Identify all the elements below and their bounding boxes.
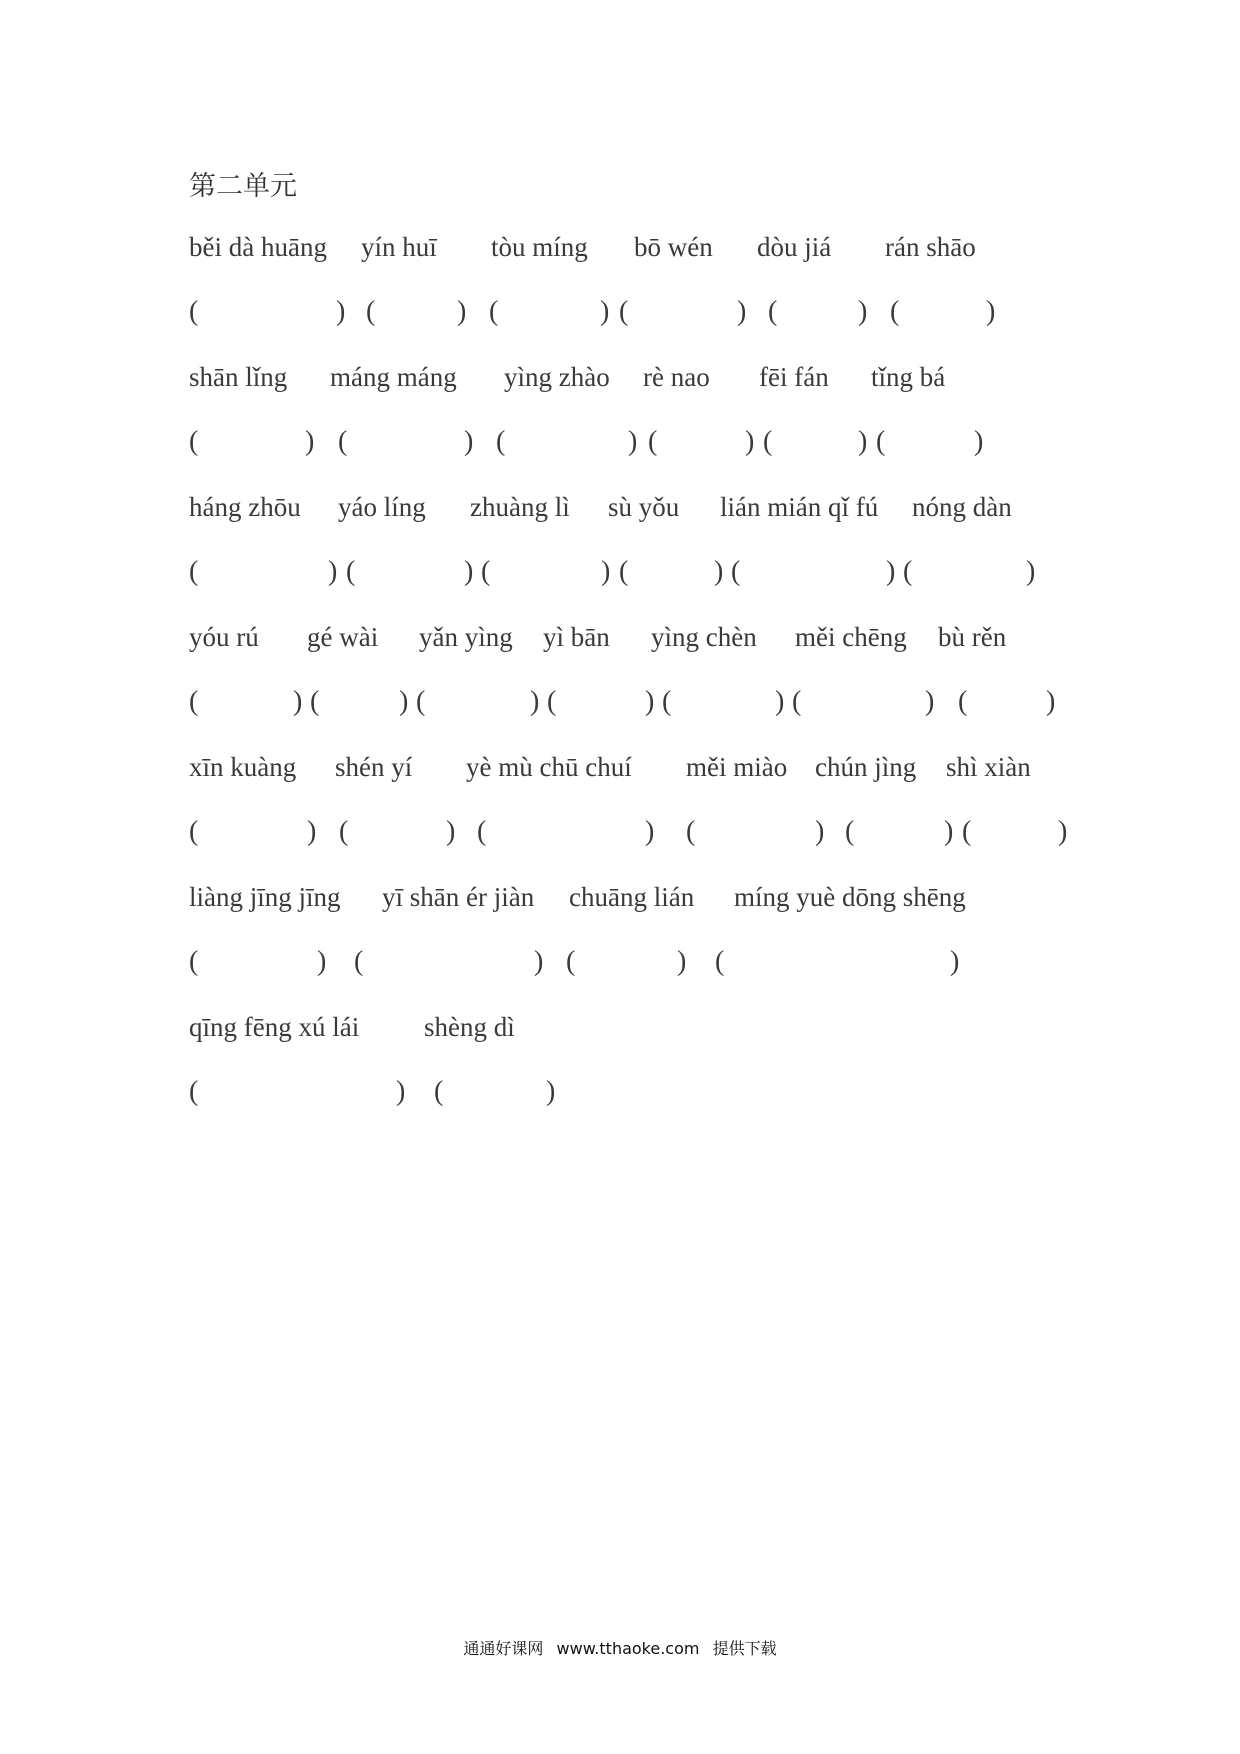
open-paren: ( <box>731 556 741 587</box>
open-paren: ( <box>903 556 913 587</box>
close-paren: ) <box>464 426 474 457</box>
close-paren: ) <box>328 556 338 587</box>
close-paren: ) <box>317 946 327 977</box>
pinyin-word: tǐng bá <box>871 362 946 392</box>
open-paren: ( <box>416 686 426 717</box>
close-paren: ) <box>858 296 868 327</box>
close-paren: ) <box>293 686 303 717</box>
close-paren: ) <box>986 296 996 327</box>
pinyin-word: chuāng lián <box>569 882 695 912</box>
open-paren: ( <box>619 556 629 587</box>
close-paren: ) <box>307 816 317 847</box>
close-paren: ) <box>396 1076 406 1107</box>
pinyin-word: bù rěn <box>938 622 1007 652</box>
open-paren: ( <box>547 686 557 717</box>
open-paren: ( <box>792 686 802 717</box>
pinyin-row <box>189 232 1089 272</box>
answer-blanks-row <box>0 426 1240 466</box>
pinyin-word: míng yuè dōng shēng <box>734 882 966 912</box>
open-paren: ( <box>354 946 364 977</box>
pinyin-word: yìng zhào <box>504 362 610 392</box>
close-paren: ) <box>546 1076 556 1107</box>
close-paren: ) <box>950 946 960 977</box>
open-paren: ( <box>958 686 968 717</box>
close-paren: ) <box>886 556 896 587</box>
close-paren: ) <box>1058 816 1068 847</box>
close-paren: ) <box>464 556 474 587</box>
answer-blanks-row <box>0 816 1240 856</box>
pinyin-word: yóu rú <box>189 622 259 652</box>
open-paren: ( <box>189 946 199 977</box>
pinyin-word: zhuàng lì <box>470 492 570 522</box>
open-paren: ( <box>489 296 499 327</box>
footer-site-name: 通通好课网 <box>463 1639 544 1658</box>
answer-blanks-row <box>0 556 1240 596</box>
close-paren: ) <box>677 946 687 977</box>
close-paren: ) <box>305 426 315 457</box>
open-paren: ( <box>366 296 376 327</box>
close-paren: ) <box>601 556 611 587</box>
close-paren: ) <box>925 686 935 717</box>
pinyin-word: máng máng <box>330 362 457 392</box>
open-paren: ( <box>763 426 773 457</box>
pinyin-word: chún jìng <box>815 752 917 782</box>
pinyin-word: shén yí <box>335 752 413 782</box>
open-paren: ( <box>619 296 629 327</box>
open-paren: ( <box>845 816 855 847</box>
close-paren: ) <box>628 426 638 457</box>
pinyin-row <box>189 752 1089 792</box>
close-paren: ) <box>645 686 655 717</box>
pinyin-row <box>189 1012 1089 1052</box>
pinyin-word: shì xiàn <box>946 752 1031 782</box>
pinyin-word: liàng jīng jīng <box>189 882 341 912</box>
open-paren: ( <box>496 426 506 457</box>
pinyin-word: měi miào <box>686 752 788 782</box>
pinyin-word: měi chēng <box>795 622 907 652</box>
pinyin-row <box>189 492 1089 532</box>
close-paren: ) <box>446 816 456 847</box>
open-paren: ( <box>189 296 199 327</box>
close-paren: ) <box>745 426 755 457</box>
pinyin-word: dòu jiá <box>757 232 832 262</box>
answer-blanks-row <box>0 946 1240 986</box>
pinyin-word: yì bān <box>543 622 610 652</box>
close-paren: ) <box>600 296 610 327</box>
pinyin-word: shān lǐng <box>189 362 288 392</box>
open-paren: ( <box>477 816 487 847</box>
pinyin-word: sù yǒu <box>608 492 680 522</box>
open-paren: ( <box>662 686 672 717</box>
pinyin-word: háng zhōu <box>189 492 301 522</box>
pinyin-word: yè mù chū chuí <box>466 752 632 782</box>
open-paren: ( <box>189 816 199 847</box>
pinyin-word: rè nao <box>643 362 710 392</box>
open-paren: ( <box>189 556 199 587</box>
close-paren: ) <box>645 816 655 847</box>
open-paren: ( <box>339 816 349 847</box>
pinyin-word: tòu míng <box>491 232 588 262</box>
pinyin-word: rán shāo <box>885 232 976 262</box>
open-paren: ( <box>876 426 886 457</box>
pinyin-word: shèng dì <box>424 1012 515 1042</box>
pinyin-word: yáo líng <box>338 492 426 522</box>
close-paren: ) <box>457 296 467 327</box>
pinyin-word: qīng fēng xú lái <box>189 1012 360 1042</box>
open-paren: ( <box>768 296 778 327</box>
page-footer <box>0 1636 1240 1659</box>
close-paren: ) <box>1026 556 1036 587</box>
close-paren: ) <box>815 816 825 847</box>
pinyin-word: gé wài <box>307 622 379 652</box>
close-paren: ) <box>775 686 785 717</box>
answer-blanks-row <box>0 686 1240 726</box>
close-paren: ) <box>944 816 954 847</box>
close-paren: ) <box>399 686 409 717</box>
pinyin-row <box>189 362 1089 402</box>
pinyin-word: yìng chèn <box>651 622 757 652</box>
open-paren: ( <box>338 426 348 457</box>
close-paren: ) <box>530 686 540 717</box>
pinyin-word: lián mián qǐ fú <box>720 492 879 522</box>
open-paren: ( <box>890 296 900 327</box>
open-paren: ( <box>648 426 658 457</box>
open-paren: ( <box>346 556 356 587</box>
close-paren: ) <box>1046 686 1056 717</box>
footer-url: www.tthaoke.com <box>556 1639 700 1658</box>
close-paren: ) <box>858 426 868 457</box>
pinyin-row <box>189 622 1089 662</box>
pinyin-word: fēi fán <box>759 362 829 392</box>
close-paren: ) <box>714 556 724 587</box>
open-paren: ( <box>189 1076 199 1107</box>
open-paren: ( <box>310 686 320 717</box>
open-paren: ( <box>434 1076 444 1107</box>
open-paren: ( <box>481 556 491 587</box>
pinyin-word: yī shān ér jiàn <box>382 882 535 912</box>
pinyin-word: nóng dàn <box>912 492 1012 522</box>
open-paren: ( <box>686 816 696 847</box>
pinyin-row <box>189 882 1089 922</box>
pinyin-word: yǎn yìng <box>419 622 513 652</box>
open-paren: ( <box>962 816 972 847</box>
answer-blanks-row <box>0 1076 1240 1116</box>
pinyin-word: xīn kuàng <box>189 752 297 782</box>
open-paren: ( <box>189 686 199 717</box>
open-paren: ( <box>715 946 725 977</box>
pinyin-word: yín huī <box>361 232 437 262</box>
open-paren: ( <box>566 946 576 977</box>
close-paren: ) <box>534 946 544 977</box>
close-paren: ) <box>974 426 984 457</box>
pinyin-word: běi dà huāng <box>189 232 327 262</box>
answer-blanks-row <box>0 296 1240 336</box>
pinyin-word: bō wén <box>634 232 713 262</box>
open-paren: ( <box>189 426 199 457</box>
close-paren: ) <box>737 296 747 327</box>
close-paren: ) <box>336 296 346 327</box>
page-title: 第二单元 <box>189 171 297 202</box>
footer-suffix: 提供下载 <box>712 1639 777 1658</box>
